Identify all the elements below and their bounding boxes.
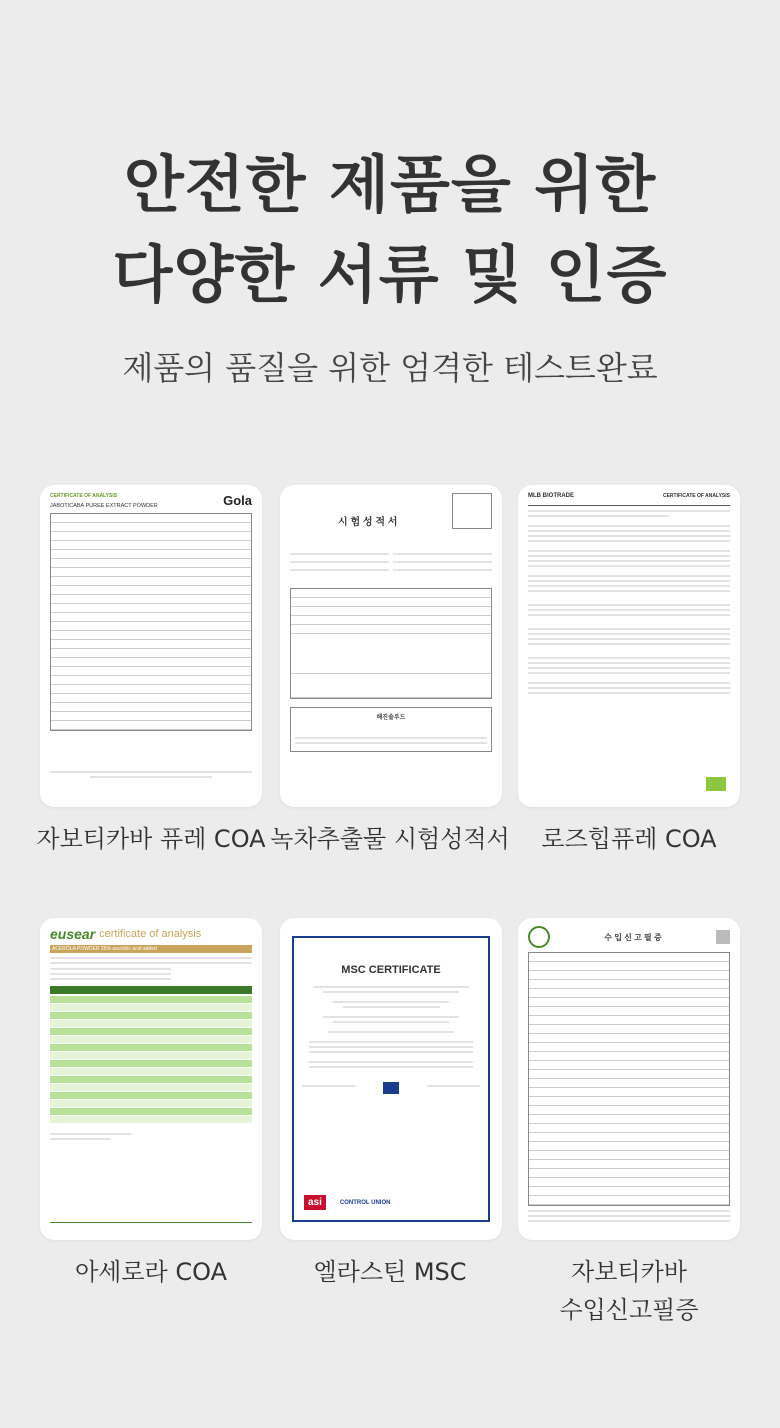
approval-stamp-box	[452, 493, 492, 529]
doc-title: MSC CERTIFICATE	[341, 964, 441, 976]
caption-jaboticaba-coa: 자보티카바 퓨레 COA	[36, 825, 266, 853]
document-thumbnail	[528, 926, 730, 1232]
page-title	[0, 140, 780, 320]
document-thumbnail	[290, 493, 492, 799]
msc-logo-icon	[383, 1082, 399, 1094]
asi-logo: asi	[304, 1195, 326, 1210]
document-card-greentea-report[interactable]	[280, 485, 502, 807]
issuer-name: 해진솔루드	[376, 715, 406, 721]
document-thumbnail	[50, 493, 252, 799]
caption-greentea-report: 녹차추출물 시험성적서	[270, 825, 510, 853]
control-union-logo: CONTROL UNION	[339, 1199, 391, 1206]
gola-logo: Gola	[223, 493, 252, 508]
customs-seal-icon	[528, 926, 550, 948]
mlb-logo: MLB BIOTRADE	[528, 493, 574, 499]
doc-footer-bar	[50, 1222, 252, 1232]
doc-header: certificate of analysis	[99, 928, 202, 940]
page-subtitle: 제품의 품질을 위한 엄격한 테스트완료	[122, 349, 658, 387]
document-card-import-declaration[interactable]	[518, 918, 740, 1240]
document-card-acerola-coa[interactable]	[40, 918, 262, 1240]
document-thumbnail	[50, 926, 252, 1232]
doc-title: 시 험 성 적 서	[338, 517, 398, 528]
document-card-jaboticaba-coa[interactable]	[40, 485, 262, 807]
doc-header: CERTIFICATE OF ANALYSIS	[662, 493, 730, 499]
document-thumbnail	[528, 493, 730, 799]
doc-header: CERTIFICATE OF ANALYSIS	[50, 493, 118, 499]
caption-import-declaration: 자보티카바 수입신고필증	[559, 1258, 699, 1324]
qr-code-icon	[716, 930, 730, 944]
caption-elastin-msc: 엘라스틴 MSC	[313, 1258, 467, 1286]
title-line-2: 다양한 서류 및 인증	[112, 238, 668, 311]
eu-organic-leaf-icon	[706, 777, 726, 791]
eusear-logo: eusear	[50, 926, 96, 942]
title-line-1: 안전한 제품을 위한	[123, 148, 657, 221]
doc-title: JABOTICABA PUREE EXTRACT POWDER	[50, 503, 158, 509]
doc-title: ACEROLA POWDER 25% ascorbic acid added	[50, 945, 252, 953]
caption-rosehip-coa: 로즈힙퓨레 COA	[541, 825, 717, 853]
document-card-rosehip-coa[interactable]	[518, 485, 740, 807]
document-card-elastin-msc[interactable]	[280, 918, 502, 1240]
document-thumbnail	[292, 936, 490, 1222]
caption-acerola-coa: 아세로라 COA	[74, 1258, 227, 1286]
doc-title: 수 입 신 고 필 증	[604, 932, 662, 942]
